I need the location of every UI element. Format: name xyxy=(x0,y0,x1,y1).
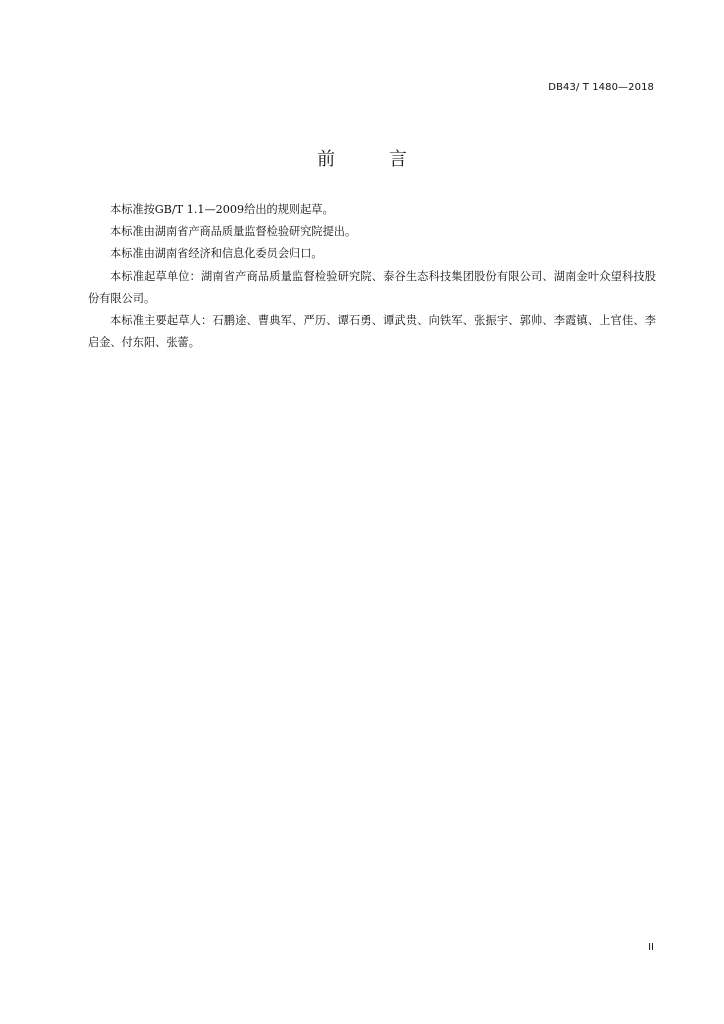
main-drafters-paragraph: 本标准主要起草人：石鹏途、曹典军、严历、谭石勇、谭武贵、向铁军、张振宇、郭帅、李霞镇、上官佳、李启金、付东阳、张蕾。 xyxy=(88,314,656,350)
standard-code: DB43/ T 1480—2018 xyxy=(548,82,654,93)
drafting-units-paragraph: 本标准起草单位：湖南省产商品质量监督检验研究院、泰谷生态科技集团股份有限公司、湖南金叶众望科技股份有限公司。 xyxy=(88,269,656,305)
centralized-unit-paragraph: 本标准由湖南省经济和信息化委员会归口。 xyxy=(110,247,323,261)
page-number: II xyxy=(648,942,654,953)
foreword-body xyxy=(88,199,656,354)
proposer-paragraph: 本标准由湖南省产商品质量监督检验研究院提出。 xyxy=(110,225,357,239)
page-title: 前 言 xyxy=(317,149,431,170)
drafting-rule-paragraph: 本标准按GB/T 1.1—2009给出的规则起草。 xyxy=(110,203,334,216)
